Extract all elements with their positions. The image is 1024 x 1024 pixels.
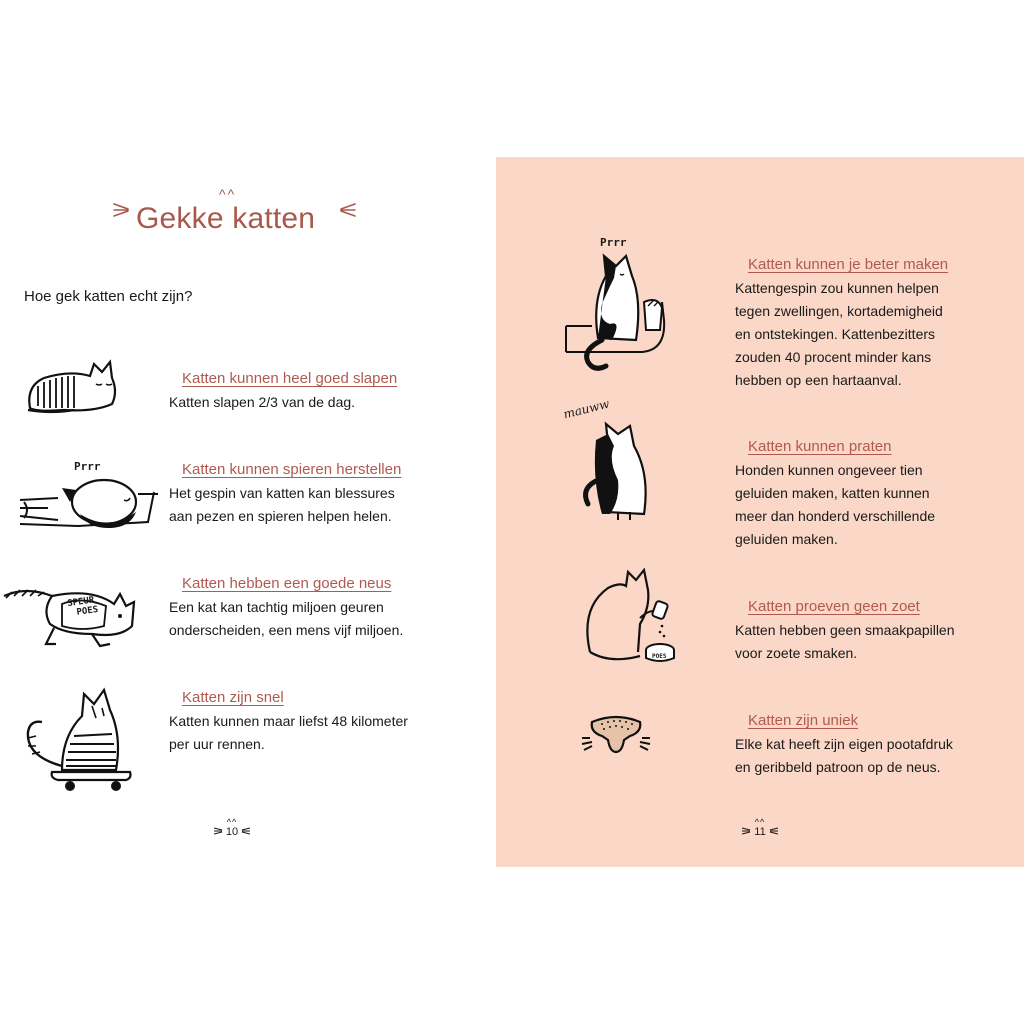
body-line: Katten kunnen maar liefst 48 kilometer [169,713,408,729]
item-body-sweet [735,619,955,665]
purring-cat-on-arm-icon [18,472,158,530]
body-line: aan pezen en spieren helpen helen. [169,508,392,524]
item-body-sleep [169,391,355,414]
purr-text-left: Prrr [74,460,101,473]
body-line: en ontstekingen. Kattenbezitters [735,326,936,342]
body-line: geluiden maken, katten kunnen [735,485,930,501]
left-whisker-icon [112,200,130,220]
item-title-sleep: Katten kunnen heel goed slapen [182,370,398,387]
whisker-icon [770,826,778,836]
meow-text: mauww [562,396,611,422]
whisker-icon [742,826,750,836]
body-line: Kattengespin zou kunnen helpen [735,280,939,296]
item-title-muscles: Katten kunnen spieren herstellen [182,461,402,478]
item-body-talk [735,459,935,551]
item-title-heal: Katten kunnen je beter maken [748,256,949,273]
speurpoes-label [67,595,99,619]
page-number-ears: ^^ [754,817,766,827]
item-body-muscles [169,482,395,528]
body-line: en geribbeld patroon op de neus. [735,759,941,775]
meowing-cat-icon [578,420,656,522]
skateboard-cat-icon [22,686,134,794]
body-line: geluiden maken. [735,531,838,547]
body-line: Elke kat heeft zijn eigen pootafdruk [735,736,953,752]
speur-text: SPEUR [66,595,95,610]
whisker-icon [242,826,250,836]
whisker-icon [214,826,222,836]
title-ears: ^^ [219,186,237,202]
page-number-text: 11 [754,826,766,838]
item-body-nose [169,596,403,642]
cat-nose-icon [580,712,652,756]
item-body-heal [735,277,943,392]
body-line: per uur rennen. [169,736,265,752]
body-line: Katten slapen 2/3 van de dag. [169,394,356,410]
body-line: meer dan honderd verschillende [735,508,936,524]
page-number-text: 10 [225,826,239,838]
page-number-right [740,818,780,838]
body-line: voor zoete smaken. [735,645,858,661]
sleeping-cat-icon [24,356,120,414]
body-line: Een kat kan tachtig miljoen geuren [169,599,384,615]
purring-cat-icon [562,250,668,374]
item-title-fast: Katten zijn snel [182,689,284,706]
page-number-ears: ^^ [226,817,238,827]
body-line: zouden 40 procent minder kans [735,349,932,365]
body-line: hebben op een hartaanval. [735,372,902,388]
item-title-nose: Katten hebben een goede neus [182,575,392,592]
right-whisker-icon [339,200,357,220]
page-number-left [212,818,252,838]
body-line: Katten hebben geen smaakpapillen [735,622,955,638]
body-line: Honden kunnen ongeveer tien [735,462,923,478]
page-title: Gekke katten [136,202,316,235]
page-title-block [112,186,357,240]
item-title-sweet: Katten proeven geen zoet [748,598,920,615]
poes-text: POES [76,604,99,618]
cat-with-salt-shaker-icon [580,568,680,664]
body-line: onderscheiden, een mens vijf miljoen. [169,622,404,638]
item-body-unique [735,733,953,779]
item-title-talk: Katten kunnen praten [748,438,892,455]
purr-text-right: Prrr [600,236,627,249]
item-body-fast [169,710,408,756]
poes-can-label: POES [652,653,667,660]
intro-text: Hoe gek katten echt zijn? [24,288,193,305]
item-title-unique: Katten zijn uniek [748,712,859,729]
body-line: tegen zwellingen, kortademigheid [735,303,943,319]
body-line: Het gespin van katten kan blessures [169,485,395,501]
